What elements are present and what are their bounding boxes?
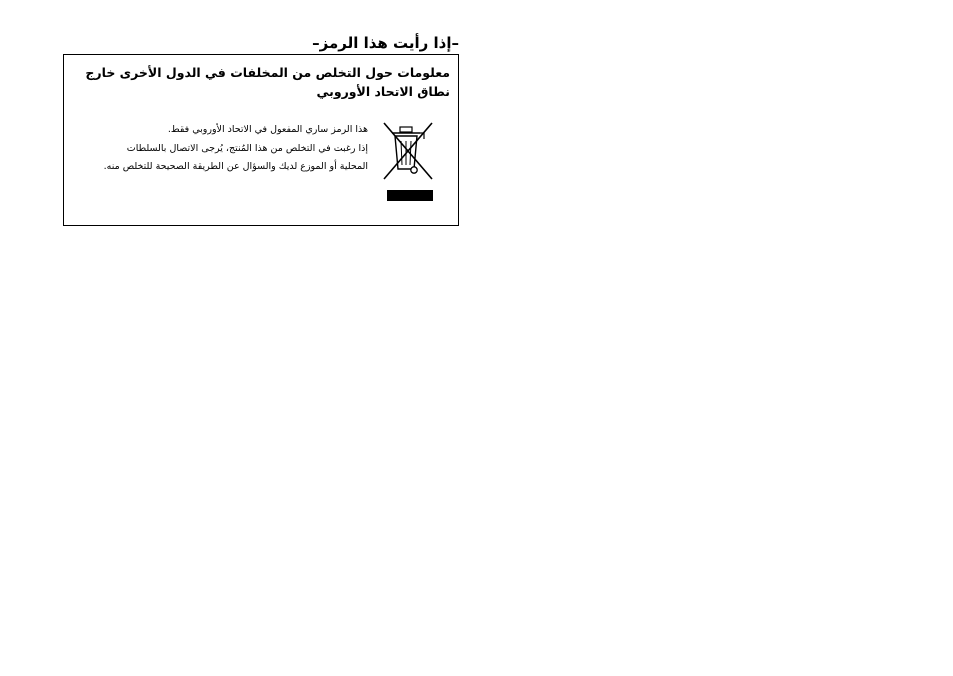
notice-body [68, 121, 368, 177]
notice-title: معلومات حول التخلص من المخلفات في الدول الأخرى خارج نطاق الاتحاد الأوروبي [85, 65, 450, 99]
crossed-out-wheelie-bin-icon [382, 119, 438, 205]
notice-line-3: المحلية أو الموزع لديك والسؤال عن الطريقة الصحيحة للتخلص منه. [103, 161, 368, 172]
weee-notice-box [63, 54, 459, 226]
notice-line-2: إذا رغبت في التخلص من هذا المُنتج، يُرجى الاتصال بالسلطات [126, 142, 368, 154]
page-heading: –إذا رأيت هذا الرمز– [312, 34, 459, 52]
notice-line-1: هذا الرمز ساري المفعول في الاتحاد الأوروبي فقط. [167, 124, 368, 135]
